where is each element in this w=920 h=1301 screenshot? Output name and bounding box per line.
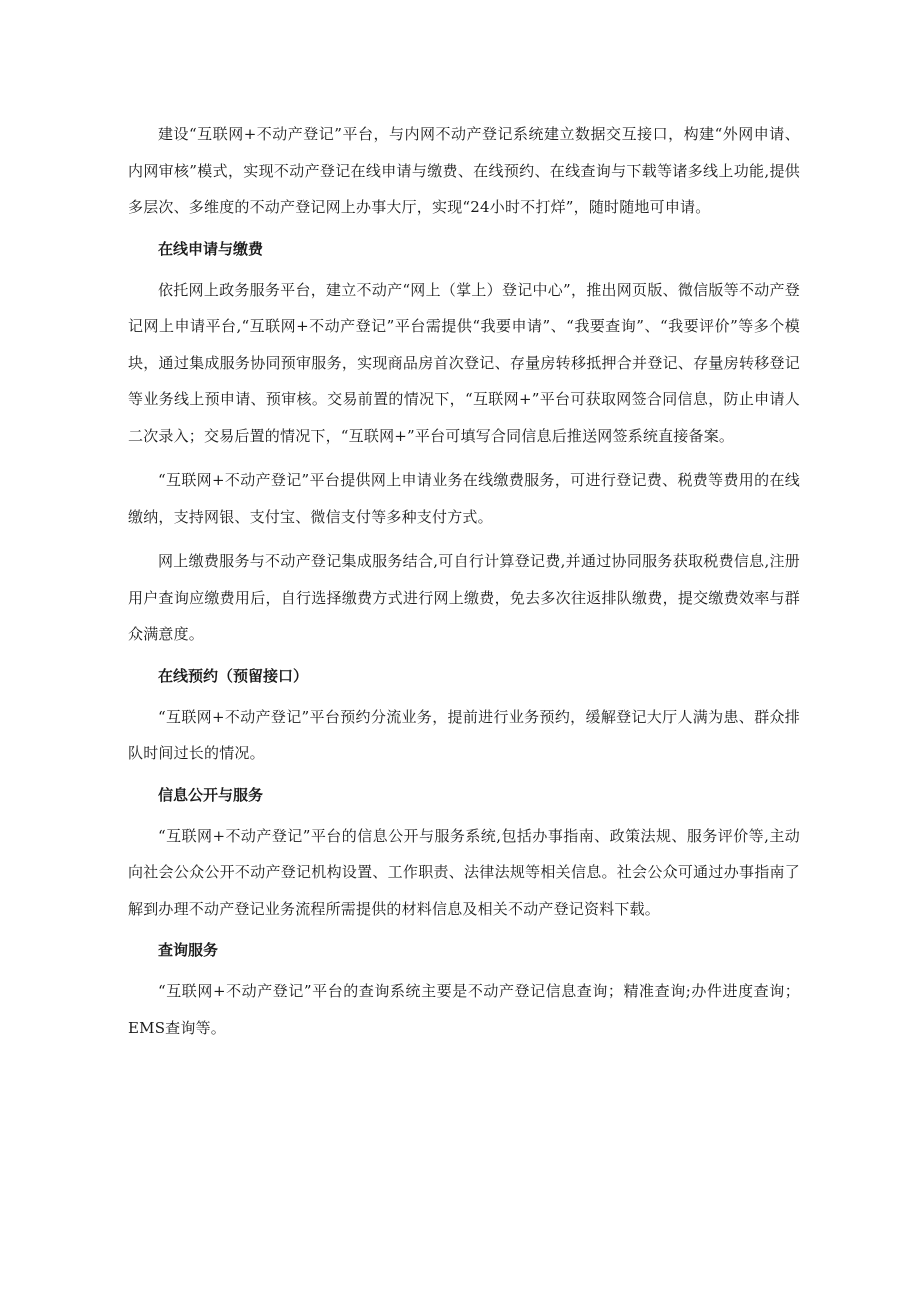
online-apply-paragraph: 依托网上政务服务平台，建立不动产“网上（掌上）登记中心”，推出网页版、微信版等不动产登记网上申请平台,“互联网+不动产登记”平台需提供“我要申请”、“我要查询”、“我要评价”等多个模块，通过集成服务协同预审服务，实现商品房首次登记、存量房转移抵押合并登记、存量房转移登记等业务线上预申请、预审核。交易前置的情况下，“互联网+”平台可获取网签合同信息，防止申请人二次录入；交易后置的情况下，“互联网+”平台可填写合同信息后推送网签系统直接备案。 — [128, 280, 800, 445]
section-heading-online-apply: 在线申请与缴费 — [158, 239, 264, 258]
section-heading-online-booking: 在线预约（预留接口） — [158, 666, 309, 685]
info-disclosure-paragraph: “互联网+不动产登记”平台的信息公开与服务系统,包括办事指南、政策法规、服务评价等,主动向社会公众公开不动产登记机构设置、工作职责、法律法规等相关信息。社会公众可通过办事指南了解到办理不动产登记业务流程所需提供的材料信息及相关不动产登记资料下载。 — [128, 826, 800, 918]
intro-paragraph: 建设“互联网+不动产登记”平台，与内网不动产登记系统建立数据交互接口，构建“外网申请、内网审核”模式，实现不动产登记在线申请与缴费、在线预约、在线查询与下载等诸多线上功能,提供多层次、多维度的不动产登记网上办事大厅，实现“24小时不打烊”，随时随地可申请。 — [128, 125, 800, 216]
query-service-paragraph: “互联网+不动产登记”平台的查询系统主要是不动产登记信息查询；精准查询;办件进度查询；EMS查询等。 — [128, 982, 800, 1037]
payment-integration-paragraph: 网上缴费服务与不动产登记集成服务结合,可自行计算登记费,并通过协同服务获取税费信息,注册用户查询应缴费用后，自行选择缴费方式进行网上缴费，免去多次往返排队缴费，提交缴费效率与群众满意度。 — [128, 552, 800, 643]
section-heading-info-disclosure: 信息公开与服务 — [158, 785, 264, 804]
online-payment-paragraph: “互联网+不动产登记”平台提供网上申请业务在线缴费服务，可进行登记费、税费等费用的在线缴纳，支持网银、支付宝、微信支付等多种支付方式。 — [128, 471, 800, 526]
online-booking-paragraph: “互联网+不动产登记”平台预约分流业务，提前进行业务预约，缓解登记大厅人满为患、群众排队时间过长的情况。 — [128, 707, 800, 762]
document-body — [128, 116, 800, 1054]
section-heading-query-service: 查询服务 — [158, 941, 219, 959]
